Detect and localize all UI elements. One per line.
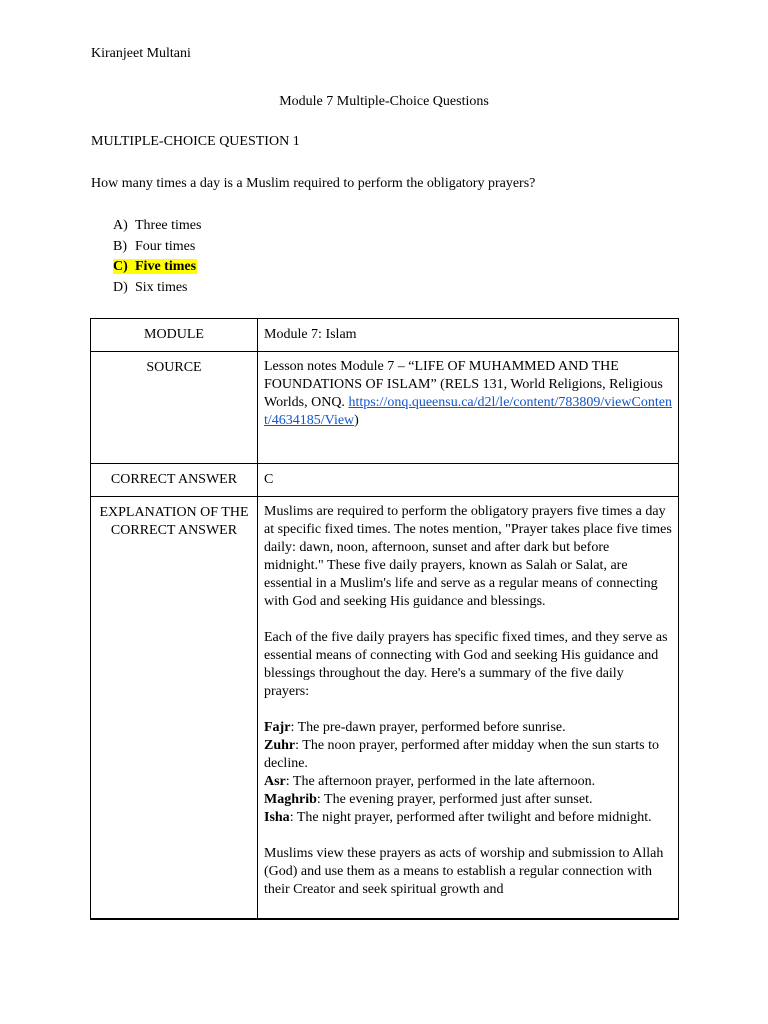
prayer-item-fajr — [264, 719, 672, 737]
option-b — [113, 238, 201, 259]
question-info-table — [90, 318, 679, 920]
option-text: Four times — [135, 238, 196, 254]
question-text: How many times a day is a Muslim required to perform the obligatory prayers? — [91, 176, 536, 191]
option-text: Five times — [135, 259, 197, 274]
prayer-item-maghrib — [264, 791, 672, 809]
correct-answer-label: CORRECT ANSWER — [91, 464, 258, 497]
explanation-paragraph-2: Each of the five daily prayers has specific fixed times, and they serve as essential means of connecting with God and seeking His guidance and blessings throughout the day. Here's a summary of the five daily prayers: — [264, 630, 668, 699]
prayer-name: Isha — [264, 810, 290, 825]
prayer-name: Zuhr — [264, 738, 296, 753]
option-letter: A) — [113, 218, 128, 233]
explanation-paragraph-3: Muslims view these prayers as acts of worship and submission to Allah (God) and use them as a means to establish a regular connection with their Creator and seek spiritual growth and — [264, 846, 664, 897]
table-row-source — [91, 352, 679, 464]
table-row-correct-answer — [91, 464, 679, 497]
source-link[interactable]: https://onq.queensu.ca/d2l/le/content/783809/viewContent/4634185/View — [264, 395, 672, 428]
option-letter: D) — [113, 279, 128, 295]
option-a — [113, 217, 201, 238]
prayer-desc: : The noon prayer, performed after midday when the sun starts to decline. — [264, 738, 659, 771]
option-d — [113, 279, 201, 300]
prayer-item-isha — [264, 809, 672, 827]
option-text: Six times — [135, 279, 188, 295]
option-c-correct — [113, 258, 201, 279]
explanation-paragraph-1: Muslims are required to perform the obligatory prayers five times a day at specific fixed times. The notes mention, "Prayer takes place five times daily: dawn, noon, afternoon, sunset and after dark but before midnight." These five daily prayers, known as Salah or Salat, are essential in a Muslim's life and serve as a regular means of connecting with God and seeking His guidance and blessings. — [264, 504, 672, 609]
module-label: MODULE — [91, 319, 258, 352]
prayer-list — [264, 719, 672, 827]
prayer-desc: : The pre-dawn prayer, performed before sunrise. — [290, 720, 566, 735]
answer-options — [113, 217, 201, 299]
correct-option-highlight — [113, 259, 197, 274]
prayer-item-asr — [264, 773, 672, 791]
prayer-name: Maghrib — [264, 792, 317, 807]
table-row-module — [91, 319, 679, 352]
question-heading: MULTIPLE-CHOICE QUESTION 1 — [91, 134, 300, 149]
prayer-item-zuhr — [264, 737, 672, 773]
source-label: SOURCE — [91, 352, 258, 464]
prayer-desc: : The evening prayer, performed just after sunset. — [316, 792, 593, 807]
prayer-desc: : The night prayer, performed after twilight and before midnight. — [289, 810, 652, 825]
explanation-label: EXPLANATION OF THE CORRECT ANSWER — [91, 497, 258, 920]
option-letter: B) — [113, 238, 127, 254]
document-title: Module 7 Multiple-Choice Questions — [279, 94, 489, 109]
source-value — [258, 352, 679, 464]
table-row-explanation — [91, 497, 679, 920]
prayer-name: Asr — [264, 774, 286, 789]
prayer-name: Fajr — [264, 720, 291, 735]
option-letter: C) — [113, 259, 128, 274]
option-text: Three times — [135, 218, 202, 233]
module-value: Module 7: Islam — [258, 319, 679, 352]
explanation-value — [258, 497, 679, 920]
source-text: Lesson notes Module 7 – “LIFE OF MUHAMMED AND THE FOUNDATIONS OF ISLAM” (RELS 131, World Religions, Religious Worlds, ONQ. — [264, 359, 663, 410]
author-name: Kiranjeet Multani — [91, 46, 191, 61]
source-close-paren: ) — [354, 413, 359, 428]
prayer-desc: : The afternoon prayer, performed in the late afternoon. — [285, 774, 596, 789]
correct-answer-value: C — [258, 464, 679, 497]
